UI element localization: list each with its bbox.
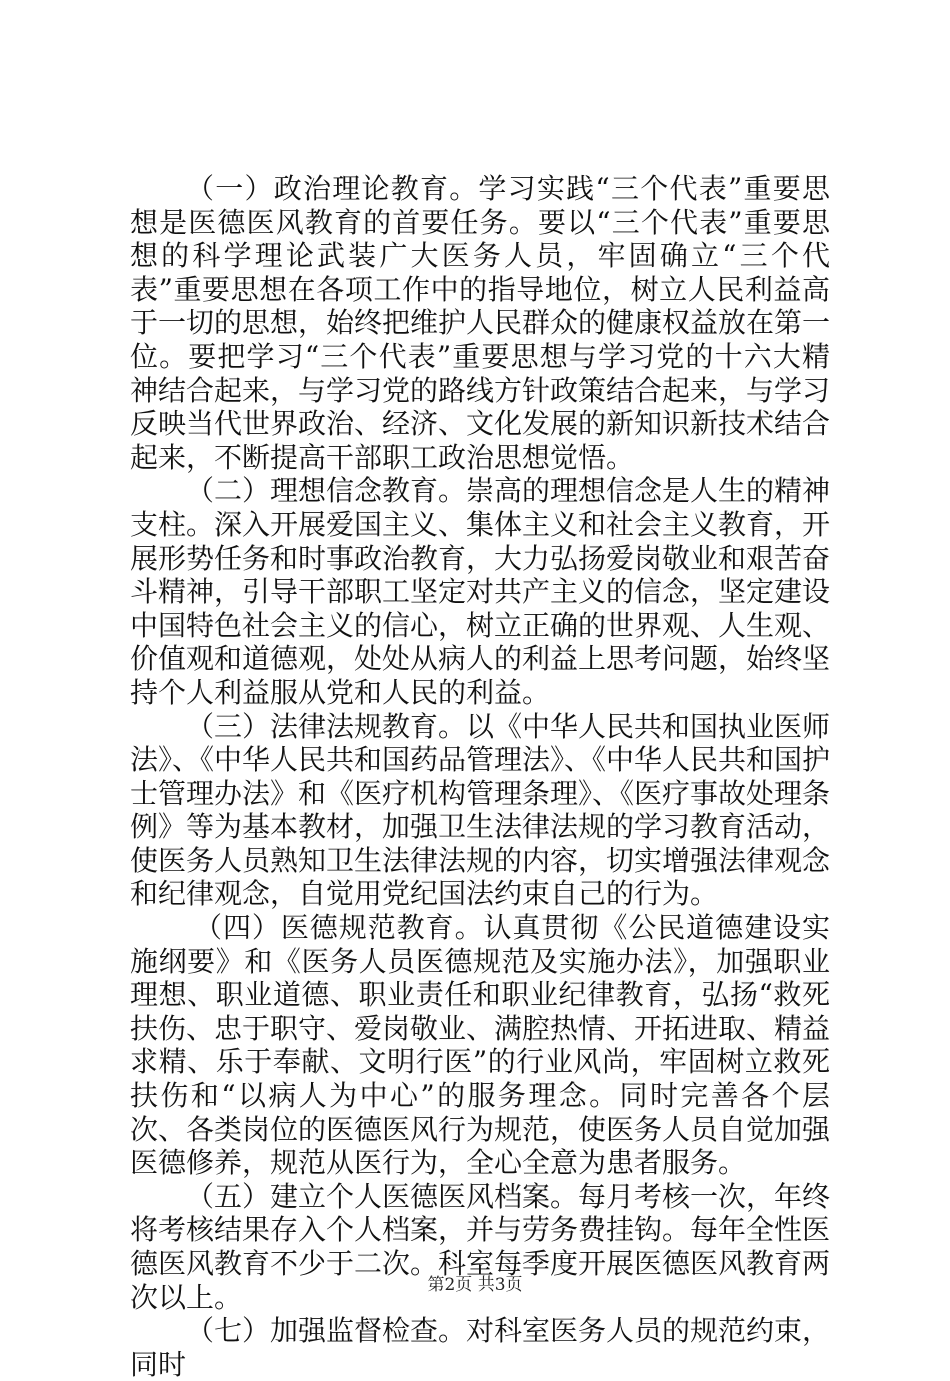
paragraph-laws-regulations: （三）法律法规教育。以《中华人民共和国执业医师法》、《中华人民共和国药品管理法》、《中华人民共和国护士管理办法》和《医疗机构管理条理》、《医疗事故处理条例》等为基本教材，加强卫生法律法规的学习教育活动，使医务人员熟知卫生法律法规的内容，切实增强法律观念和纪律观念，自觉用党纪国法约束自己的行为。 [130, 709, 831, 911]
paragraph-supervision: （七）加强监督检查。对科室医务人员的规范约束，同时 [130, 1314, 831, 1381]
page-number-footer: 第2页 共3页 [427, 1275, 523, 1295]
document-body [130, 172, 830, 1381]
paragraph-medical-ethics: （四）医德规范教育。认真贯彻《公民道德建设实施纲要》和《医务人员医德规范及实施办法》，加强职业理想、职业道德、职业责任和职业纪律教育，弘扬“救死扶伤、忠于职守、爱岗敬业、满腔热情、开拓进取、精益求精、乐于奉献、文明行医”的行业风尚，牢固树立救死扶伤和“以病人为中心”的服务理念。同时完善各个层次、各类岗位的医德医风行为规范，使医务人员自觉加强医德修养，规范从医行为，全心全意为患者服务。 [130, 911, 831, 1180]
paragraph-ethics-archive: （五）建立个人医德医风档案。每月考核一次，年终将考核结果存入个人档案，并与劳务费挂钩。每年全性医德医风教育不少于二次。科室每季度开展医德医风教育两次以上。 [130, 1179, 831, 1314]
paragraph-political-theory: （一）政治理论教育。学习实践“三个代表”重要思想是医德医风教育的首要任务。要以“三个代表”重要思想的科学理论武装广大医务人员，牢固确立“三个代表”重要思想在各项工作中的指导地位，树立人民利益高于一切的思想，始终把维护人民群众的健康权益放在第一位。要把学习“三个代表”重要思想与学习党的十六大精神结合起来，与学习党的路线方针政策结合起来，与学习反映当代世界政治、经济、文化发展的新知识新技术结合起来，不断提高干部职工政治思想觉悟。 [130, 172, 831, 474]
paragraph-ideals-beliefs: （二）理想信念教育。崇高的理想信念是人生的精神支柱。深入开展爱国主义、集体主义和社会主义教育，开展形势任务和时事政治教育，大力弘扬爱岗敬业和艰苦奋斗精神，引导干部职工坚定对共产主义的信念，坚定建设中国特色社会主义的信心，树立正确的世界观、人生观、价值观和道德观，处处从病人的利益上思考问题，始终坚持个人利益服从党和人民的利益。 [130, 474, 831, 709]
